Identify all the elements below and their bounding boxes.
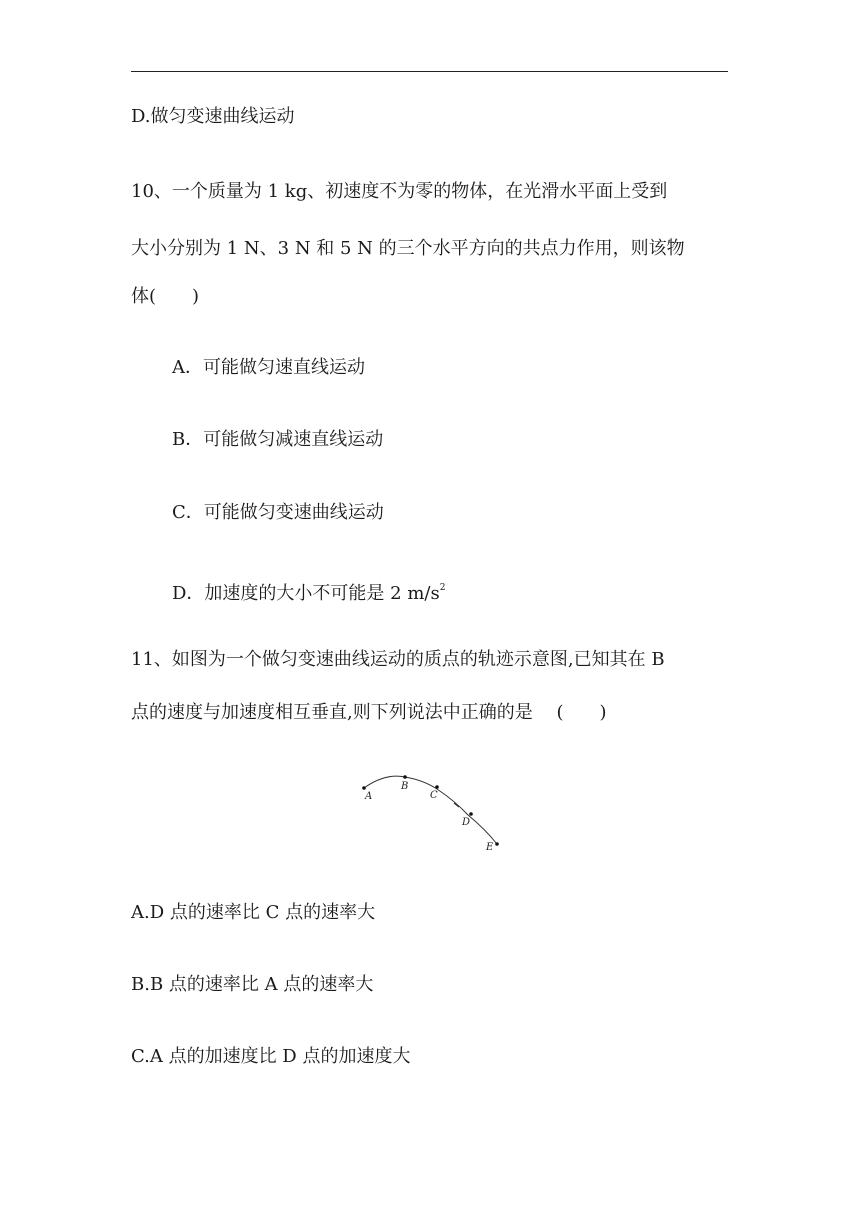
- point-b-dot: [403, 775, 407, 779]
- point-c-dot: [435, 785, 439, 789]
- q10-option-d-superscript: 2: [439, 583, 446, 593]
- trajectory-curve: [364, 776, 497, 844]
- q10-option-a: A．可能做匀速直线运动: [172, 357, 365, 378]
- q10-option-b: B．可能做匀减速直线运动: [172, 429, 384, 450]
- label-c: C: [430, 790, 438, 801]
- point-a-dot: [362, 786, 366, 790]
- q10-line-1: 10、一个质量为 1 kg、初速度不为零的物体，在光滑水平面上受到: [131, 181, 668, 202]
- q10-option-c: C．可能做匀变速曲线运动: [172, 502, 384, 523]
- q11-option-c: C.A 点的加速度比 D 点的加速度大: [131, 1046, 411, 1067]
- q11-option-b: B.B 点的速率比 A 点的速率大: [131, 974, 374, 995]
- q11-line-1: 11、如图为一个做匀变速曲线运动的质点的轨迹示意图,已知其在 B: [131, 649, 665, 670]
- point-d-dot: [469, 812, 473, 816]
- prev-option-d: D.做匀变速曲线运动: [131, 106, 295, 127]
- q10-line-2: 大小分别为 1 N、3 N 和 5 N 的三个水平方向的共点力作用，则该物: [131, 238, 685, 259]
- q10-line-3: 体( ): [131, 286, 200, 307]
- label-d: D: [462, 817, 471, 828]
- label-e: E: [486, 842, 494, 853]
- q11-line-2: 点的速度与加速度相互垂直,则下列说法中正确的是 ( ): [131, 702, 607, 723]
- point-e-dot: [495, 842, 499, 846]
- label-a: A: [365, 791, 373, 802]
- header-rule: [131, 71, 728, 72]
- q10-option-d: [172, 576, 445, 606]
- q10-option-d-text: D．加速度的大小不可能是 2 m/s: [172, 583, 440, 604]
- trajectory-figure: [355, 768, 505, 853]
- q11-option-a: A.D 点的速率比 C 点的速率大: [131, 902, 376, 923]
- label-b: B: [401, 781, 409, 792]
